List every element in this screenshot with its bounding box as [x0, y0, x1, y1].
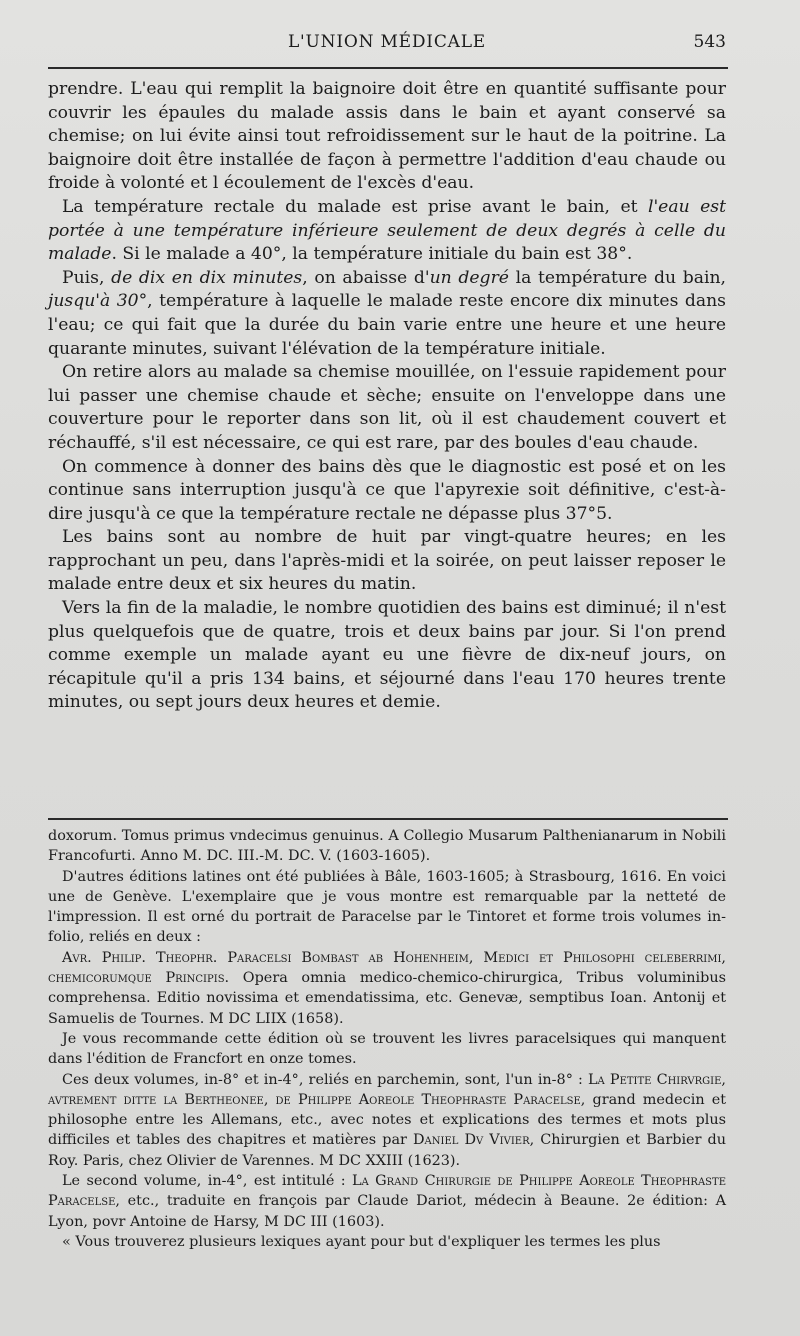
text-run: Opera omnia medico-chemico-chirurgica, Tribus voluminibus comprehensa. Editio novissima et emendatissima, etc. Genevæ, semptibus Ioan. Antonij et Samuelis de Tournes. M DC LIIX (1658). — [48, 970, 727, 1027]
text-run: , on abaisse d' — [302, 267, 430, 288]
text-run: Puis, — [62, 267, 112, 288]
paragraph-after-bath: On retire alors au malade sa chemise mouillée, on l'essuie rapidement pour lui passer une chemise chaude et sèche; ensuite on l'enveloppe dans une couverture pour le reporter dans son lit, où il est chaudement couvert et réchauffé, s'il est nécessaire, ce qui est rare, par des boules d'eau chaude. — [48, 362, 726, 453]
emphasis-text: un degré — [429, 267, 509, 288]
running-title: L'UNION MÉDICALE — [287, 32, 487, 52]
page-header — [48, 32, 726, 58]
text-run: Chirurgien et Barbier du Roy. Paris, chez Olivier de Varennes. M DC XXIII (1623). — [48, 1132, 726, 1169]
text-run: la température du bain, — [508, 267, 726, 288]
paragraph-rectal-temperature — [48, 196, 726, 267]
emphasis-text: l'eau est portée à une température inférieure seulement de deux degrés à celle du malade — [48, 196, 726, 265]
header-rule — [48, 67, 728, 69]
text-run: Le second volume, in-4°, est intitulé : — [62, 1173, 352, 1190]
small-caps-title: La Petite Chirvrgie, avtrement ditte la Bertheonee, de Philippe Aoreole Theophraste Paracelse, — [48, 1071, 726, 1108]
main-text — [48, 78, 726, 715]
text-run: , température à laquelle le malade reste encore dix minutes dans l'eau; ce qui fait que la durée du bain varie entre une heure et une heure quarante minutes, suivant l'élévation de la température initiale. — [48, 291, 726, 359]
emphasis-text: jusqu'à 30° — [48, 291, 148, 312]
text-run: Ces deux volumes, in-8° et in-4°, reliés en parchemin, sont, l'un in-8° : — [62, 1071, 588, 1088]
footnote-lexicons: « Vous trouverez plusieurs lexiques ayant pour but d'expliquer les termes les plus — [62, 1233, 661, 1250]
text-run: . Si le malade a 40°, la température initiale du bain est 38°. — [111, 244, 633, 265]
small-caps-name: Daniel Dv Vivier, — [412, 1132, 535, 1149]
footnote-geneva-edition — [48, 948, 726, 1029]
emphasis-text: de dix en dix minutes — [111, 267, 303, 288]
footnote-rule — [48, 818, 728, 820]
text-run: La température rectale du malade est prise avant le bain, et — [62, 196, 648, 217]
page-number: 543 — [693, 32, 726, 52]
text-run: grand medecin et philosophe entre les Allemans, etc., avec notes et explications des termes et mots plus difficiles et tables des chapitres et matières par — [48, 1091, 726, 1149]
paragraph-bath-count: Les bains sont au nombre de huit par vingt-quatre heures; en les rapprochant un peu, dans l'après-midi et la soirée, on peut laisser reposer le malade entre deux et six heures du matin. — [48, 527, 726, 595]
footnote-two-volumes — [48, 1070, 726, 1171]
paragraph-start-baths: On commence à donner des bains dès que le diagnostic est posé et on les continue sans interruption jusqu'à ce que l'apyrexie soit définitive, c'est-à-dire jusqu'à ce que la température rectale ne dépasse plus 37°5. — [48, 456, 726, 524]
small-caps-title: Avr. Philip. Theophr. Paracelsi Bombast ab Hohenheim, Medici et Philosophi celeberrimi, chemicorumque Principis. — [48, 949, 726, 987]
text-run: etc., traduite en françois par Claude Dariot, médecin à Beaune. 2e édition: A Lyon, povr Antoine de Harsy, M DC III (1603). — [48, 1193, 726, 1230]
footnotes — [48, 826, 726, 1252]
small-caps-title: La Grand Chirurgie de Philippe Aoreole Theophraste Paracelse, — [48, 1173, 727, 1210]
paragraph-bath-water: prendre. L'eau qui remplit la baignoire doit être en quantité suffisante pour couvrir les épaules du malade assis dans le bain et ayant conservé sa chemise; on lui évite ainsi tout refroidissement sur le haut de la poitrine. La baignoire doit être installée de façon à permettre l'addition d'eau chaude ou froide à volonté et l écoulement de l'excès d'eau. — [48, 79, 726, 194]
footnote-editions: D'autres éditions latines ont été publiées à Bâle, 1603-1605; à Strasbourg, 1616. En voici une de Genève. L'exemplaire que je vous montre est remarquable par la netteté de l'impression. Il est orné du portrait de Paracelse par le Tintoret et forme trois volumes in-folio, reliés en deux : — [48, 868, 726, 946]
paragraph-end-of-illness: Vers la fin de la maladie, le nombre quotidien des bains est diminué; il n'est plus quelquefois que de quatre, trois et deux bains par jour. Si l'on prend comme exemple un malade ayant eu une fièvre de dix-neuf jours, on récapitule qu'il a pris 134 bains, et séjourné dans l'eau 170 heures trente minutes, ou sept jours deux heures et demie. — [48, 598, 726, 713]
footnote-second-volume — [48, 1171, 726, 1232]
footnote-continuation: doxorum. Tomus primus vndecimus genuinus. A Collegio Musarum Palthenianarum in Nobili Francofurti. Anno M. DC. III.-M. DC. V. (1603-1605). — [48, 828, 726, 865]
footnote-recommendation: Je vous recommande cette édition où se trouvent les livres paracelsiques qui manquent dans l'édition de Francfort en onze tomes. — [48, 1030, 726, 1068]
paragraph-lowering — [48, 267, 726, 361]
